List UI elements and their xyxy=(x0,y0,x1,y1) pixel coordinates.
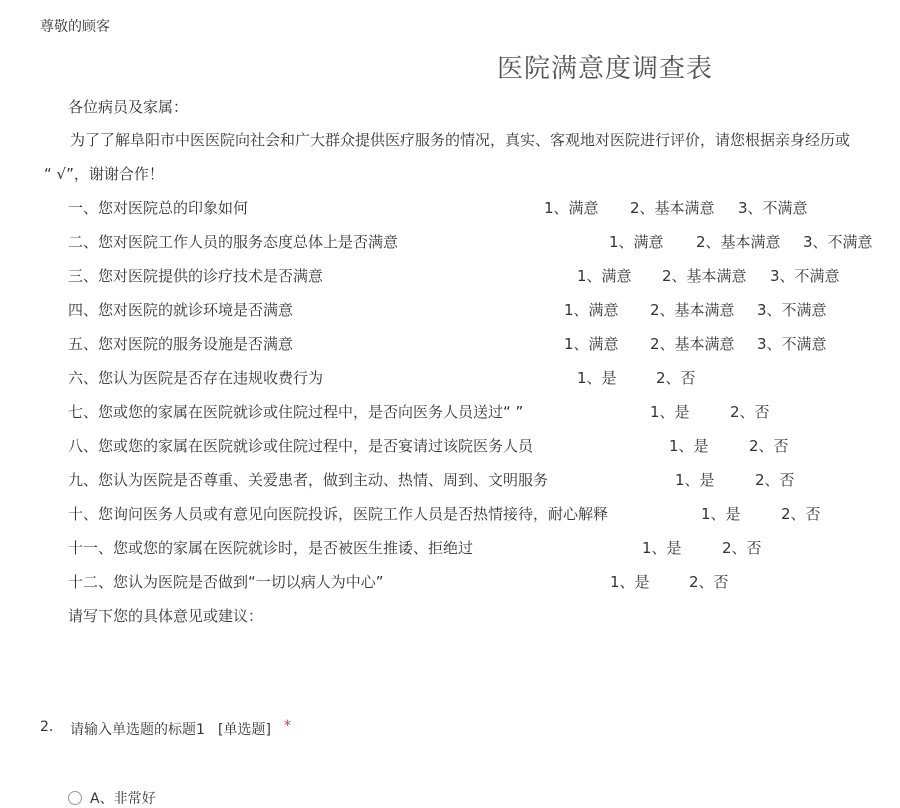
question-text: 九、您认为医院是否尊重、关爱患者，做到主动、热情、周到、文明服务 xyxy=(68,471,549,489)
question-item xyxy=(68,231,398,252)
radio-option-a[interactable] xyxy=(68,788,156,808)
question-text: 十、您询问医务人员或有意见向医院投诉，医院工作人员是否热情接待，耐心解释 xyxy=(68,505,609,523)
question-title: 请输入单选题的标题1 xyxy=(70,722,205,738)
question-item xyxy=(68,401,523,422)
intro-text-line1: 为了了解阜阳市中医医院向社会和广大群众提供医疗服务的情况，真实、客观地对医院进行评价，请您根据亲身经历或 xyxy=(70,131,851,149)
option-satisfied: 1、满意 xyxy=(564,335,619,353)
salutation-text: 各位病员及家属： xyxy=(68,98,189,116)
option-no: 2、否 xyxy=(730,403,770,421)
option-satisfied: 1、满意 xyxy=(609,233,664,251)
question-item xyxy=(68,367,323,388)
option-yes: 1、是 xyxy=(650,403,690,421)
question-item xyxy=(68,265,323,286)
option-yes: 1、是 xyxy=(610,573,650,591)
option-no: 2、否 xyxy=(749,437,789,455)
option-no: 2、否 xyxy=(689,573,729,591)
question-item xyxy=(68,571,384,592)
required-mark: * xyxy=(284,718,291,734)
option-yes: 1、是 xyxy=(669,437,709,455)
question-text: 三、您对医院提供的诊疗技术是否满意 xyxy=(68,267,324,285)
question-number: 2. xyxy=(40,719,54,735)
option-unsatisfied: 3、不满意 xyxy=(738,199,808,217)
option-yes: 1、是 xyxy=(701,505,741,523)
option-unsatisfied: 3、不满意 xyxy=(770,267,840,285)
question-type-label: [单选题] xyxy=(218,722,271,738)
option-unsatisfied: 3、不满意 xyxy=(757,301,827,319)
question-item xyxy=(68,537,473,558)
option-no: 2、否 xyxy=(656,369,696,387)
option-basic-satisfied: 2、基本满意 xyxy=(650,335,735,353)
radio-button[interactable] xyxy=(68,791,82,805)
suggestion-prompt: 请写下您的具体意见或建议： xyxy=(68,607,264,625)
greeting-text: 尊敬的顾客 xyxy=(40,19,110,35)
option-basic-satisfied: 2、基本满意 xyxy=(662,267,747,285)
question-text: 十一、您或您的家属在医院就诊时，是否被医生推诿、拒绝过 xyxy=(68,539,474,557)
option-yes: 1、是 xyxy=(642,539,682,557)
intro-text-line2: “ √”，谢谢合作！ xyxy=(44,165,164,183)
option-yes: 1、是 xyxy=(675,471,715,489)
option-no: 2、否 xyxy=(781,505,821,523)
option-satisfied: 1、满意 xyxy=(577,267,632,285)
question-item xyxy=(68,333,293,354)
survey-title: 医院满意度调查表 xyxy=(497,54,714,84)
question-item xyxy=(68,469,548,490)
option-basic-satisfied: 2、基本满意 xyxy=(696,233,781,251)
question-text: 一、您对医院总的印象如何 xyxy=(68,199,249,217)
question-text: 四、您对医院的就诊环境是否满意 xyxy=(68,301,294,319)
option-satisfied: 1、满意 xyxy=(564,301,619,319)
option-unsatisfied: 3、不满意 xyxy=(803,233,873,251)
question-text: 五、您对医院的服务设施是否满意 xyxy=(68,335,294,353)
option-basic-satisfied: 2、基本满意 xyxy=(630,199,715,217)
option-unsatisfied: 3、不满意 xyxy=(757,335,827,353)
option-no: 2、否 xyxy=(722,539,762,557)
option-satisfied: 1、满意 xyxy=(544,199,599,217)
question-text: 七、您或您的家属在医院就诊或住院过程中，是否向医务人员送过“ ” xyxy=(68,403,524,421)
option-no: 2、否 xyxy=(755,471,795,489)
question-text: 八、您或您的家属在医院就诊或住院过程中，是否宴请过该院医务人员 xyxy=(68,437,534,455)
question-item xyxy=(68,197,248,218)
option-basic-satisfied: 2、基本满意 xyxy=(650,301,735,319)
option-yes: 1、是 xyxy=(577,369,617,387)
question-text: 十二、您认为医院是否做到“一切以病人为中心” xyxy=(68,573,384,591)
question-item xyxy=(68,299,293,320)
question-item xyxy=(68,503,608,524)
question-text: 二、您对医院工作人员的服务态度总体上是否满意 xyxy=(68,233,399,251)
radio-option-label: A、非常好 xyxy=(90,791,156,807)
question-item xyxy=(68,435,533,456)
question-text: 六、您认为医院是否存在违规收费行为 xyxy=(68,369,324,387)
